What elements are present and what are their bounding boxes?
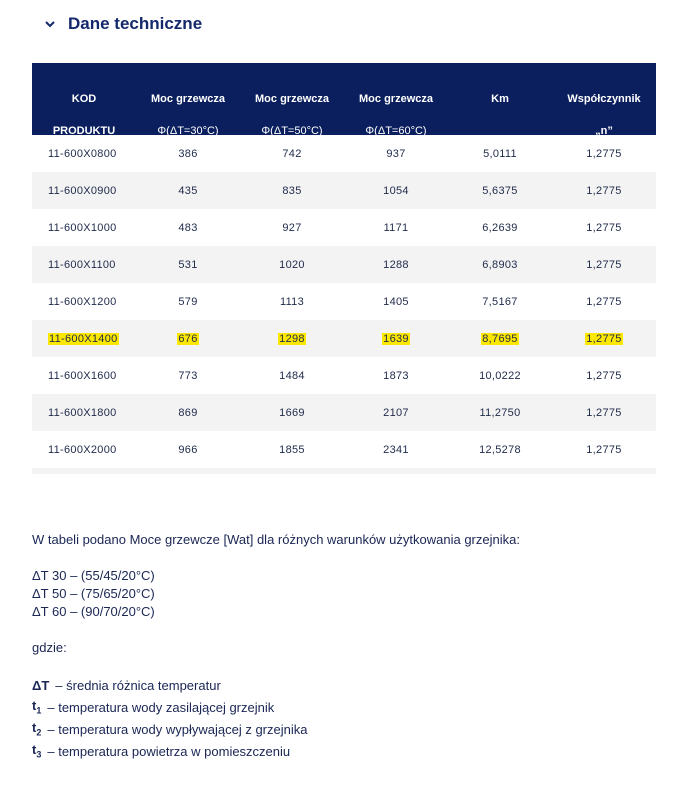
- header-line: Moc grzewcza: [151, 93, 225, 105]
- section-header-toggle[interactable]: [44, 12, 202, 36]
- value-cell: [552, 148, 656, 160]
- legend-symbol-subscript: 3: [36, 749, 42, 760]
- cell-text: 11-600X1000: [48, 221, 117, 234]
- cell-text: 1484: [279, 369, 305, 382]
- legend-symbol-subscript: 2: [36, 727, 42, 738]
- value-cell: [136, 407, 240, 419]
- header-product-code: [32, 63, 136, 187]
- cell-text: 5,0111: [483, 147, 517, 160]
- cell-text: 1873: [383, 369, 409, 382]
- value-cell: [240, 185, 344, 197]
- technical-data-table: [32, 63, 656, 474]
- cell-text: 1,2775: [586, 332, 622, 345]
- chevron-down-icon: [44, 18, 56, 30]
- product-code-cell: [32, 148, 136, 160]
- header-line: [W]: [283, 157, 301, 169]
- notes-intro: W tabeli podano Moce grzewcze [Wat] dla różnych warunków użytkowania grzejnika:: [32, 532, 520, 547]
- cell-text: 579: [178, 295, 198, 308]
- value-cell: [344, 407, 448, 419]
- value-cell: [448, 370, 552, 382]
- table-row: [32, 283, 656, 320]
- cell-text: 11-600X1600: [48, 369, 117, 382]
- cell-text: 12,5278: [479, 443, 521, 456]
- cell-text: 386: [178, 147, 198, 160]
- header-line: Km: [491, 93, 509, 105]
- value-cell: [344, 185, 448, 197]
- value-cell: [136, 222, 240, 234]
- cell-text: 835: [282, 184, 302, 197]
- header-line: Moc grzewcza: [255, 93, 329, 105]
- header-line: [W]: [179, 157, 197, 169]
- cell-text: 1639: [383, 332, 409, 345]
- cell-text: 6,2639: [482, 221, 518, 234]
- cell-text: 1113: [279, 295, 305, 308]
- header-km: [448, 63, 552, 187]
- product-code-cell: [32, 259, 136, 271]
- table-row: [32, 246, 656, 283]
- notes-section: [32, 531, 652, 763]
- legend-description: – temperatura wody zasilającej grzejnik: [47, 700, 275, 715]
- product-code-cell: [32, 185, 136, 197]
- cell-text: 869: [178, 406, 198, 419]
- legend-description: – temperatura powietrza w pomieszczeniu: [47, 744, 291, 759]
- cell-text: 5,6375: [482, 184, 518, 197]
- cell-text: 7,5167: [482, 295, 518, 308]
- table-row: [32, 320, 656, 357]
- value-cell: [448, 185, 552, 197]
- value-cell: [448, 444, 552, 456]
- legend-item: [32, 675, 652, 697]
- cell-text: 11-600X1100: [48, 258, 116, 271]
- value-cell: [448, 222, 552, 234]
- cell-text: 11-600X1800: [48, 406, 117, 419]
- cell-text: 11-600X0800: [48, 147, 117, 160]
- cell-text: 2107: [383, 406, 409, 419]
- value-cell: [552, 444, 656, 456]
- cell-text: 1020: [279, 258, 305, 271]
- value-cell: [136, 148, 240, 160]
- cell-text: 483: [178, 221, 198, 234]
- cell-text: 1,2775: [586, 295, 622, 308]
- legend-item: [32, 697, 652, 719]
- notes-dt60: ΔT 60 – (90/70/20°C): [32, 604, 155, 619]
- header-line: KOD: [71, 93, 97, 105]
- value-cell: [344, 296, 448, 308]
- value-cell: [240, 222, 344, 234]
- cell-text: 435: [178, 184, 198, 197]
- cell-text: 6,8903: [482, 258, 518, 271]
- value-cell: [552, 333, 656, 345]
- legend-symbol: [32, 677, 49, 695]
- product-code-cell: [32, 296, 136, 308]
- value-cell: [552, 222, 656, 234]
- value-cell: [552, 185, 656, 197]
- cell-text: 1855: [279, 443, 305, 456]
- cell-text: 927: [282, 221, 302, 234]
- header-line: Φ(ΔT=60°C): [365, 125, 427, 137]
- header-line: Φ(ΔT=30°C): [157, 125, 219, 137]
- table-body: [32, 135, 656, 468]
- cell-text: 1,2775: [586, 184, 622, 197]
- cell-text: 1,2775: [586, 258, 622, 271]
- value-cell: [552, 370, 656, 382]
- product-code-cell: [32, 222, 136, 234]
- cell-text: 1288: [383, 258, 409, 271]
- value-cell: [448, 407, 552, 419]
- product-code-cell: [32, 407, 136, 419]
- cell-text: 1298: [279, 332, 305, 345]
- legend-symbol: [32, 719, 41, 742]
- legend-description: – średnia różnica temperatur: [55, 678, 221, 693]
- table-row: [32, 209, 656, 246]
- value-cell: [552, 407, 656, 419]
- legend-symbol-subscript: 1: [36, 705, 42, 716]
- cell-text: 11-600X1200: [48, 295, 117, 308]
- legend-item: [32, 719, 652, 741]
- value-cell: [344, 333, 448, 345]
- cell-text: 11-600X1400: [49, 332, 118, 345]
- value-cell: [448, 333, 552, 345]
- cell-text: 1,2775: [586, 221, 622, 234]
- cell-text: 11,2750: [479, 406, 521, 419]
- value-cell: [136, 333, 240, 345]
- table-bottom-strip: [32, 468, 656, 474]
- header-power-dt30: [136, 63, 240, 187]
- value-cell: [240, 259, 344, 271]
- table-row: [32, 394, 656, 431]
- cell-text: 742: [282, 147, 302, 160]
- legend-description: – temperatura wody wypływającej z grzejnika: [47, 722, 308, 737]
- cell-text: 10,0222: [479, 369, 521, 382]
- header-power-dt60: [344, 63, 448, 187]
- header-line: „n”: [595, 125, 613, 137]
- legend-symbol-text: t: [32, 719, 37, 735]
- cell-text: 1054: [383, 184, 409, 197]
- header-line: PRODUKTU: [52, 125, 116, 137]
- value-cell: [552, 296, 656, 308]
- table-row: [32, 357, 656, 394]
- cell-text: 937: [386, 147, 406, 160]
- value-cell: [448, 259, 552, 271]
- value-cell: [240, 333, 344, 345]
- legend-symbol: [32, 741, 41, 764]
- cell-text: 966: [178, 443, 198, 456]
- notes-where: gdzie:: [32, 640, 67, 655]
- product-code-cell: [32, 333, 136, 345]
- cell-text: 1669: [279, 406, 305, 419]
- cell-text: 2341: [383, 443, 409, 456]
- value-cell: [344, 222, 448, 234]
- value-cell: [344, 148, 448, 160]
- cell-text: 773: [178, 369, 198, 382]
- legend-list: [32, 675, 652, 763]
- cell-text: 11-600X0900: [48, 184, 117, 197]
- header-line: Φ(ΔT=50°C): [261, 125, 323, 137]
- table-row: [32, 431, 656, 468]
- cell-text: 1,2775: [586, 406, 622, 419]
- legend-symbol: [32, 697, 41, 720]
- value-cell: [552, 259, 656, 271]
- value-cell: [136, 370, 240, 382]
- cell-text: 11-600X2000: [48, 443, 117, 456]
- value-cell: [344, 259, 448, 271]
- value-cell: [240, 444, 344, 456]
- value-cell: [344, 370, 448, 382]
- value-cell: [240, 296, 344, 308]
- value-cell: [448, 148, 552, 160]
- header-line: Współczynnik: [567, 93, 641, 105]
- value-cell: [136, 185, 240, 197]
- header-line: Moc grzewcza: [359, 93, 433, 105]
- value-cell: [448, 296, 552, 308]
- cell-text: 531: [178, 258, 198, 271]
- product-code-cell: [32, 444, 136, 456]
- value-cell: [240, 370, 344, 382]
- notes-dt50: ΔT 50 – (75/65/20°C): [32, 586, 155, 601]
- legend-item: [32, 741, 652, 763]
- cell-text: 1405: [383, 295, 409, 308]
- cell-text: 8,7695: [482, 332, 518, 345]
- value-cell: [240, 148, 344, 160]
- value-cell: [136, 259, 240, 271]
- value-cell: [344, 444, 448, 456]
- cell-text: 1171: [383, 221, 409, 234]
- legend-symbol-text: t: [32, 697, 37, 713]
- header-line: [W]: [387, 157, 405, 169]
- notes-dt30: ΔT 30 – (55/45/20°C): [32, 568, 155, 583]
- cell-text: 676: [178, 332, 198, 345]
- section-title: Dane techniczne: [68, 14, 203, 33]
- value-cell: [240, 407, 344, 419]
- legend-symbol-text: t: [32, 741, 37, 757]
- cell-text: 1,2775: [586, 147, 622, 160]
- cell-text: 1,2775: [586, 443, 622, 456]
- value-cell: [136, 296, 240, 308]
- header-power-dt50: [240, 63, 344, 187]
- cell-text: 1,2775: [586, 369, 622, 382]
- value-cell: [136, 444, 240, 456]
- legend-symbol-text: ΔT: [32, 678, 50, 693]
- header-coefficient-n: [552, 63, 656, 187]
- product-code-cell: [32, 370, 136, 382]
